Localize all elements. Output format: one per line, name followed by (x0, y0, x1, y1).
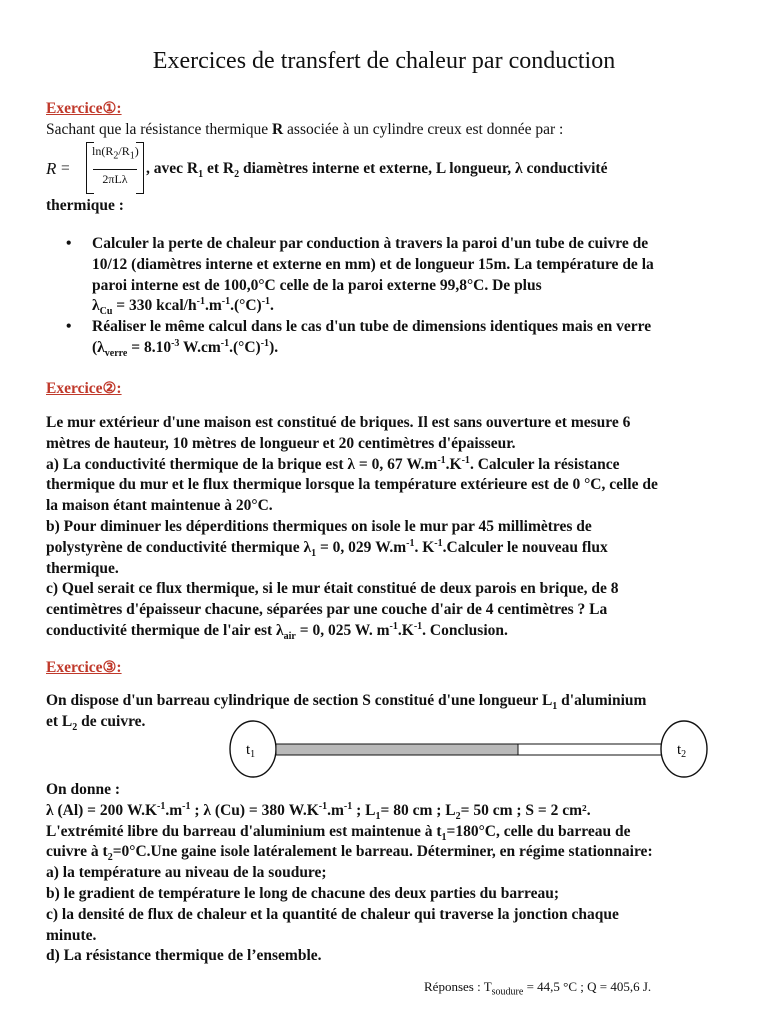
exercise-2-heading: Exercice②: (46, 380, 122, 397)
fraction-bar (93, 169, 137, 170)
exercise-3-body: On donne : λ (Al) = 200 $W.K^{-1}.m^{-1}$ ; λ (Cu) = 380 $W.K^{-1}.m^{-1}$ ; $L_1= 80$ cm ; $L_2= 50$ cm ; S = 2 cm². L'extrémité libre du barreau d'aluminium est maintenue à $t_1=180^\circ C$, celle du barreau de cuivre à $t_2=0^\circ C.Une$ gaine isole latéralement le barreau. Déterminer, en régime stationnaire: a) la température au niveau de la soudure; b) le gradient de température le long de chacune des deux parties du barreau; c) la densité de flux de chaleur et la quantité de chaleur qui traverse la jonction chaque minute. d) La résistance thermique de l’ensemble. (46, 781, 653, 965)
answers-footnote: Réponses : $T_{soudure} = 44,5$ °C ; Q = 405,6 J. (424, 979, 652, 998)
list-item: • Réaliser le même calcul dans le cas d'un tube de dimensions identiques mais en verre ($\lambda_{verre} = 8.10^{-3}$ $W.cm^{-1}.(^\circ C)^{-1}$). (46, 317, 718, 359)
aluminium-section (276, 744, 518, 755)
exercise-3-intro: On dispose d'un barreau cylindrique de section S constitué d'une longueur $L_1$ d'aluminium et $L_2$ de cuivre. (46, 692, 647, 733)
formula-denominator: 2πLλ (102, 172, 128, 186)
right-bracket (136, 142, 144, 194)
formula-description: , avec $R_1$ et $R_2$ diamètres interne et externe, L longueur, λ conductivité (146, 160, 608, 181)
formula-symbol: R (46, 159, 57, 178)
exercise-2-body: Le mur extérieur d'une maison est constitué de briques. Il est sans ouverture et mesure 6 mètres de hauteur, 10 mètres de longueur et 20 centimètres d'épaisseur. a) La conductivité thermique de la brique est λ = 0, 67 $W.m^{-1}.K^{-1}$. Calculer la résistance thermique du mur et le flux thermique lorsque la température extérieure est de 0 °C, celle de la maison étant maintenue à 20°C. b) Pour diminuer les déperditions thermiques on isole le mur par 45 millimètres de polystyrène de conductivité thermique $\lambda_1 = 0$, 029 $W.m^{-1}$. $K^{-1}.Calculer$ le nouveau flux thermique. c) Quel serait ce flux thermique, si le mur était constitué de deux parois en brique, de 8 centimètres d'épaisseur chacune, séparées par une couche d'air de 4 centimètres ? La conductivité thermique de l'air est $\lambda_{air} = 0$, 025 W. $m^{-1}.K^{-1}$. Conclusion. (46, 414, 658, 643)
formula-numerator: $\ln(R_2/R_1)$ (92, 144, 139, 162)
resistance-formula: R = $\ln(R_2/R_1)$ 2πLλ , avec $R_1$ et $R_2$ diamètres interne et externe, L longueur, λ conductivité (46, 142, 726, 198)
bar-diagram (228, 718, 710, 780)
exercise-3-heading: Exercice③: (46, 659, 122, 676)
exercise-1-heading: Exercice①: (46, 100, 122, 117)
page-title: Exercices de transfert de chaleur par conduction (152, 48, 616, 74)
formula-continuation: thermique : (46, 197, 124, 214)
label-t2: $t_2$ (677, 742, 687, 760)
exercise-1-intro: Sachant que la résistance thermique R associée à un cylindre creux est donnée par : (46, 121, 564, 138)
exercise-1-bullets (46, 234, 718, 359)
list-item: • Calculer la perte de chaleur par conduction à travers la paroi d'un tube de cuivre de 10/12 (diamètres interne et externe en mm) et de longueur 15m. La température de la paroi interne est de 100,0°C celle de la paroi externe 99,8°C. De plus $\lambda_{Cu} = 330$ kcal/$h^{-1}.m^{-1}.(^\circ C)^{-1}$. (46, 234, 718, 317)
label-t1: $t_1$ (246, 742, 256, 760)
copper-section (518, 744, 663, 755)
